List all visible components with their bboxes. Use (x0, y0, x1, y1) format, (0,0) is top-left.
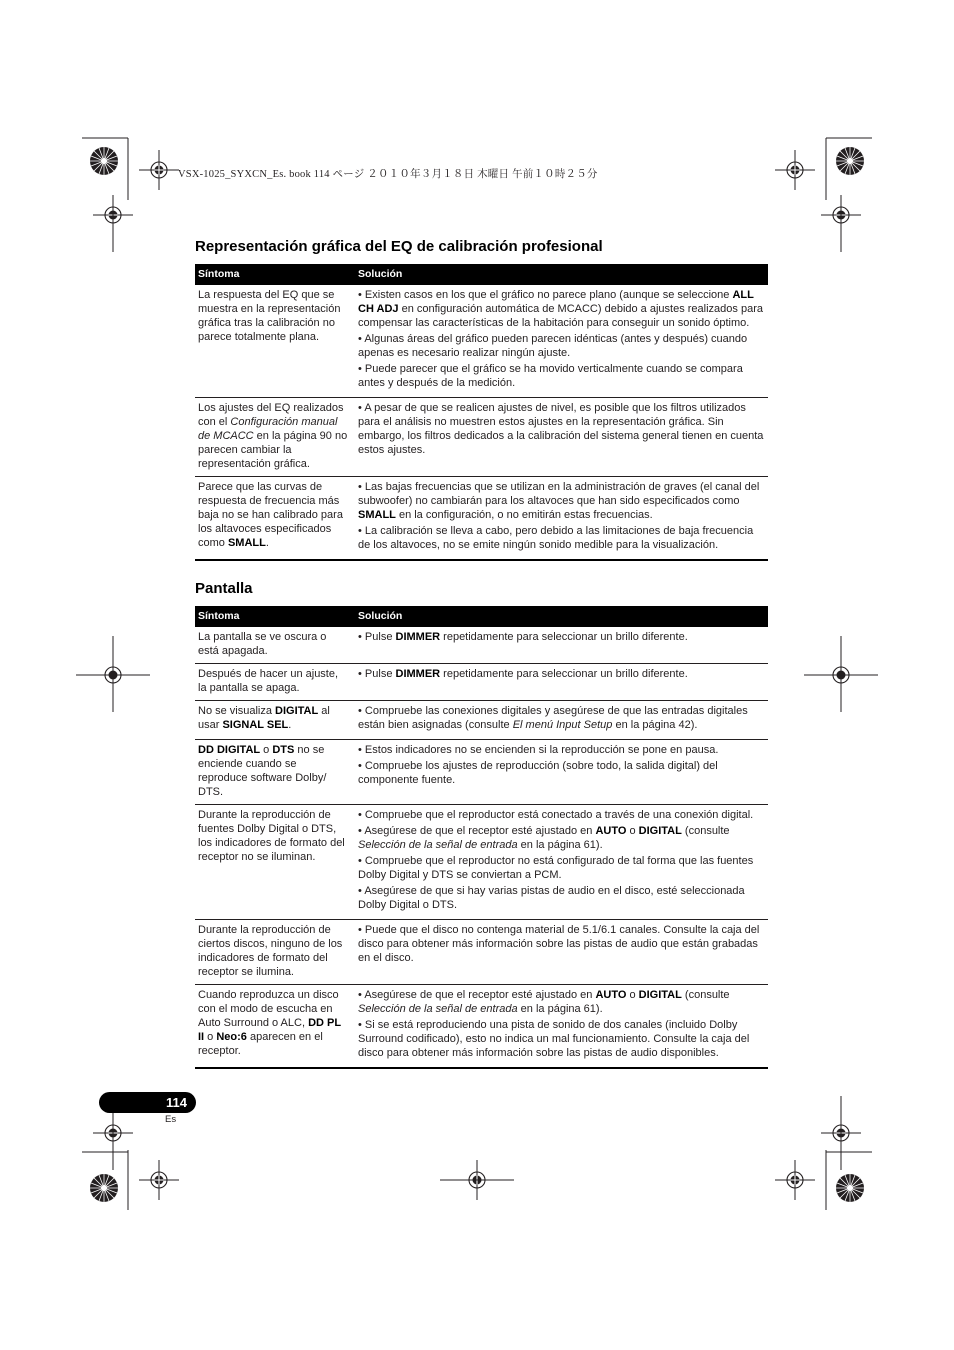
text-run: Algunas áreas del gráfico pueden parecen idénticas (antes y después) cuando apenas es necesario realizar ningún ajuste. (358, 333, 748, 359)
solution-bullet (358, 808, 765, 822)
text-run: o (626, 825, 639, 837)
text-run: Puede que el disco no contenga material de 5.1/6.1 canales. Consulte la caja del disco para obtener más información sobre las pistas de audio que están grabadas en el disco. (358, 924, 760, 964)
text-run: La calibración se lleva a cabo, pero debido a las limitaciones de baja frecuencia de los altavoces, no se emite ningún sonido medible para la visualización. (358, 525, 754, 551)
table-header-row (195, 264, 768, 285)
symptom-cell (195, 664, 355, 701)
table-row (195, 920, 768, 985)
table-row (195, 805, 768, 920)
bottom-center-crosshair (440, 1160, 514, 1200)
solution-cell (355, 985, 768, 1069)
display-section-title: Pantalla (195, 580, 253, 597)
symptom-cell (195, 740, 355, 805)
table-row (195, 664, 768, 701)
solution-bullet (358, 704, 765, 732)
text-run: en la página 42). (612, 719, 698, 731)
text-run: repetidamente para seleccionar un brillo diferente. (440, 668, 688, 680)
symptom-cell (195, 627, 355, 664)
bold-term: DIMMER (395, 668, 441, 680)
text-run: Pulse (364, 631, 396, 643)
print-metadata-line: VSX-1025_SYXCN_Es. book 114 ページ ２０１０年３月１８日 木曜日 午前１０時２５分 (178, 169, 598, 180)
solution-cell (355, 627, 768, 664)
bold-term: DD PL II (198, 1017, 341, 1043)
text-run: Compruebe las conexiones digitales y asegúrese de que las entradas digitales están bien asignadas (consulte (358, 705, 748, 731)
solution-bullet (358, 759, 765, 787)
symptom-cell (195, 805, 355, 920)
solution-bullet (358, 988, 765, 1016)
symptom-cell (195, 477, 355, 561)
text-run: Compruebe que el reproductor está conectado a través de una conexión digital. (364, 809, 754, 821)
text-run: Parece que las curvas de respuesta de frecuencia más baja no se han calibrado para los altavoces especificados como (198, 481, 343, 549)
solution-cell (355, 664, 768, 701)
top-left-corner-mark (82, 138, 179, 252)
table-row (195, 740, 768, 805)
bold-term: DTS (272, 744, 295, 756)
solution-bullet (358, 480, 765, 522)
text-run: en la página 61). (517, 839, 603, 851)
text-run: en la página 90 no parecen cambiar la representación gráfica. (198, 430, 348, 470)
symptom-cell (195, 285, 355, 398)
solution-bullet (358, 288, 765, 330)
text-run: La respuesta del EQ que se muestra en la representación gráfica tras la calibración no parece totalmente plana. (198, 289, 341, 343)
italic-reference: Selección de la señal de entrada (358, 1003, 518, 1015)
bold-term: DD DIGITAL (198, 744, 261, 756)
text-run: aparecen en el receptor. (198, 1031, 323, 1057)
bold-term: ALL CH ADJ (358, 289, 754, 315)
text-run: . (265, 537, 269, 549)
page-number: 114 (166, 1095, 187, 1110)
solution-cell (355, 740, 768, 805)
page-language-code: Es (165, 1114, 177, 1125)
solution-column-header: Solución (355, 264, 768, 285)
text-run: Puede parecer que el gráfico se ha movido verticalmente cuando se compara antes y después de la medición. (358, 363, 743, 389)
table-row (195, 285, 768, 398)
text-run: A pesar de que se realicen ajustes de nivel, es posible que los filtros utilizados para el análisis no muestren estos ajustes en la representación gráfica. Sin embargo, los filtros dedicados a la calibración del sistema general tienen en cuenta estos ajustes. (358, 402, 764, 456)
table-row (195, 701, 768, 740)
text-run: Durante la reproducción de ciertos discos, ninguno de los indicadores de formato del receptor se ilumina. (198, 924, 343, 978)
bold-term: AUTO (595, 989, 627, 1001)
text-run: Pulse (364, 668, 396, 680)
bottom-right-corner-mark (775, 1096, 872, 1210)
text-run: Los ajustes del EQ realizados con el (198, 402, 344, 428)
solution-cell (355, 920, 768, 985)
bold-term: DIMMER (395, 631, 441, 643)
text-run: Asegúrese de que si hay varias pistas de audio en el disco, esté seleccionada Dolby Digital o DTS. (358, 885, 745, 911)
solution-bullet (358, 824, 765, 852)
text-run: Asegúrese de que el receptor esté ajustado en (364, 989, 596, 1001)
text-run: o (260, 744, 273, 756)
text-run: o (626, 989, 639, 1001)
symptom-cell (195, 398, 355, 477)
bold-term: AUTO (595, 825, 627, 837)
solution-cell (355, 701, 768, 740)
eq-troubleshooting-table (195, 264, 768, 561)
table-row (195, 985, 768, 1069)
solution-bullet (358, 332, 765, 360)
text-run: en configuración automática de MCACC) debido a ajustes realizados para compensar las características de la habitación para conseguir un sonido óptimo. (358, 303, 763, 329)
symptom-cell (195, 985, 355, 1069)
text-run: en la página 61). (517, 1003, 603, 1015)
text-run: Estos indicadores no se encienden si la reproducción se pone en pausa. (364, 744, 719, 756)
text-run: al usar (198, 705, 330, 731)
solution-bullet (358, 923, 765, 965)
mid-right-crosshair (804, 636, 878, 712)
text-run: Si se está reproduciendo una pista de sonido de dos canales (incluido Dolby Surround codificado), esto no indica un mal funcionamiento. Consulte la caja del disco para obtener más información sobre las pistas de audio disponibles. (358, 1019, 750, 1059)
text-run: No se visualiza (198, 705, 276, 717)
solution-bullet (358, 362, 765, 390)
text-run: Durante la reproducción de fuentes Dolby Digital o DTS, los indicadores de formato del receptor no se iluminan. (198, 809, 345, 863)
solution-bullet (358, 401, 765, 457)
text-run: Compruebe los ajustes de reproducción (sobre todo, la salida digital) del componente fuente. (358, 760, 718, 786)
mid-left-crosshair (76, 636, 150, 712)
text-run: . (288, 719, 292, 731)
text-run: repetidamente para seleccionar un brillo diferente. (440, 631, 688, 643)
page-number-badge (99, 1092, 196, 1113)
solution-cell (355, 805, 768, 920)
bold-term: SIGNAL SEL (222, 719, 289, 731)
text-run: Cuando reproduzca un disco con el modo de escucha en Auto Surround o ALC, (198, 989, 339, 1029)
italic-reference: Configuración manual de MCACC (198, 416, 338, 442)
symptom-cell (195, 920, 355, 985)
symptom-column-header: Síntoma (195, 264, 355, 285)
text-run: en la configuración, o no emitirán estas frecuencias. (395, 509, 653, 521)
symptom-cell (195, 701, 355, 740)
table-header-row (195, 606, 768, 627)
table-row (195, 627, 768, 664)
text-run: Después de hacer un ajuste, la pantalla se apaga. (198, 668, 339, 694)
bold-term: DIGITAL (638, 825, 682, 837)
solution-cell (355, 398, 768, 477)
eq-section-title: Representación gráfica del EQ de calibración profesional (195, 238, 603, 255)
bold-term: DIGITAL (275, 705, 319, 717)
solution-bullet (358, 667, 765, 681)
table-row (195, 477, 768, 561)
text-run: Las bajas frecuencias que se utilizan en la administración de graves (el canal del subwoofer) no cambiarán para los altavoces que han sido especificados como (358, 481, 760, 507)
solution-bullet (358, 1018, 765, 1060)
italic-reference: El menú Input Setup (512, 719, 613, 731)
text-run: Asegúrese de que el receptor esté ajustado en (364, 825, 596, 837)
solution-cell (355, 285, 768, 398)
text-run: La pantalla se ve oscura o está apagada. (198, 631, 327, 657)
solution-bullet (358, 854, 765, 882)
bold-term: SMALL (227, 537, 266, 549)
text-run: Existen casos en los que el gráfico no parece plano (aunque se seleccione (364, 289, 733, 301)
solution-bullet (358, 630, 765, 644)
text-run: (consulte (681, 989, 730, 1001)
solution-column-header: Solución (355, 606, 768, 627)
solution-bullet (358, 884, 765, 912)
top-right-corner-mark (775, 138, 872, 252)
text-run: Compruebe que el reproductor no está configurado de tal forma que las fuentes Dolby Digital y DTS se conviertan a PCM. (358, 855, 754, 881)
bold-term: DIGITAL (638, 989, 682, 1001)
italic-reference: Selección de la señal de entrada (358, 839, 518, 851)
table-row (195, 398, 768, 477)
symptom-column-header: Síntoma (195, 606, 355, 627)
solution-bullet (358, 524, 765, 552)
solution-bullet (358, 743, 765, 757)
text-run: o (204, 1031, 217, 1043)
text-run: (consulte (681, 825, 730, 837)
text-run: no se enciende cuando se reproduce software Dolby/ DTS. (198, 744, 327, 798)
display-troubleshooting-table (195, 606, 768, 1069)
bold-term: SMALL (358, 509, 396, 521)
bold-term: Neo:6 (216, 1031, 247, 1043)
solution-cell (355, 477, 768, 561)
